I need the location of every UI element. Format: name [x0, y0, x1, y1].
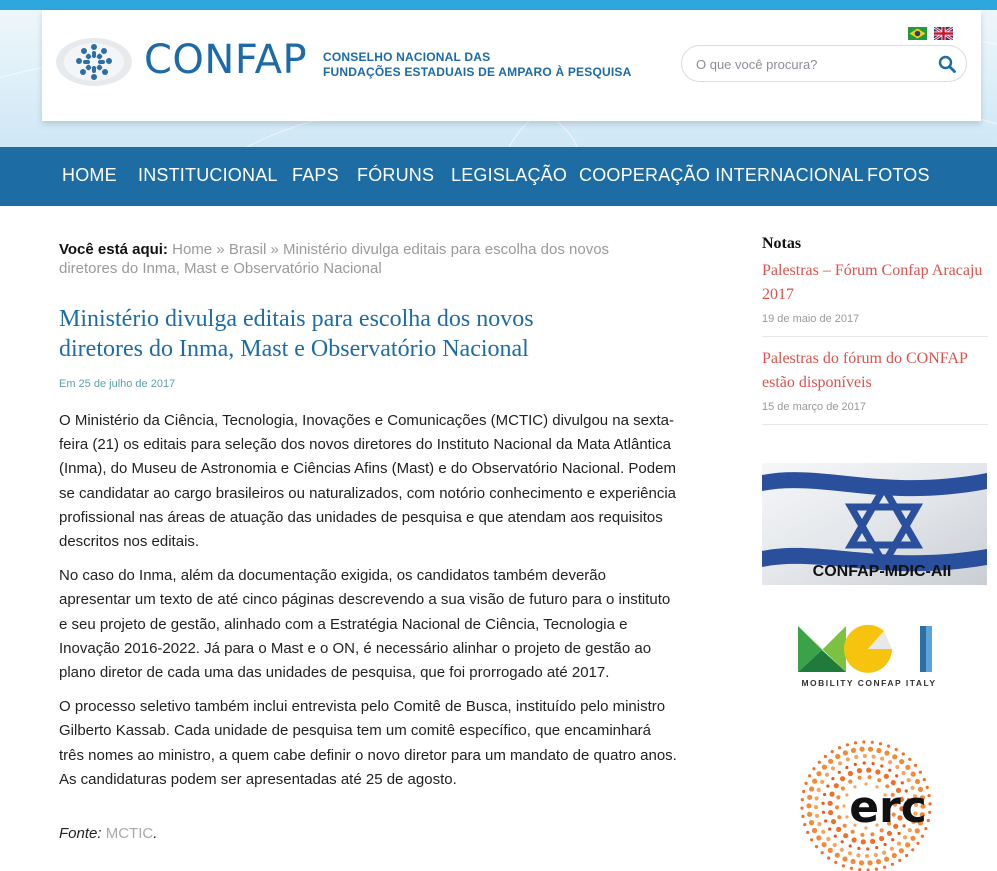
erc-dot: [829, 792, 834, 797]
erc-dot: [910, 836, 915, 841]
erc-dot: [861, 839, 866, 844]
erc-dot: [836, 795, 840, 799]
erc-dot: [800, 807, 803, 810]
erc-dot: [875, 846, 878, 849]
erc-dot: [892, 853, 897, 858]
erc-dot: [806, 803, 811, 808]
erc-dot: [927, 819, 930, 822]
erc-dot: [908, 758, 911, 761]
note-item: [762, 347, 988, 425]
erc-dot: [882, 851, 886, 855]
logo-subtitle: [323, 50, 631, 80]
breadcrumb-separator: »: [216, 241, 225, 258]
erc-dot: [802, 790, 805, 793]
erc-dot: [862, 740, 865, 743]
erc-dot: [892, 754, 897, 759]
erc-dot: [867, 860, 872, 865]
erc-dot: [807, 812, 812, 817]
breadcrumb-current: Ministério divulga editais para escolha dos novos diretores do Inma, Mast e Observatório Nacional: [59, 241, 610, 277]
logo-subtitle-line2: FUNDAÇÕES ESTADUAIS DE AMPARO À PESQUISA: [323, 65, 632, 79]
erc-dot: [843, 750, 848, 755]
erc-dot: [875, 769, 880, 774]
erc-dot: [817, 788, 821, 792]
erc-dot: [803, 823, 806, 826]
erc-dot: [883, 866, 886, 869]
erc-dot: [928, 802, 931, 805]
erc-dot: [842, 804, 845, 807]
en-flag-icon[interactable]: [934, 27, 953, 40]
erc-dot: [820, 780, 824, 784]
erc-dot: [824, 755, 827, 758]
nav-fotos[interactable]: FOTOS: [867, 165, 930, 185]
erc-dot: [822, 802, 825, 805]
erc-dot: [807, 795, 812, 800]
article-paragraph: No caso do Inma, além da documentação exigida, os candidatos também deverão apresentar um texto de até cinco páginas descrevendo a sua visão de futuro para o instituto e seu projeto de gestão, alinhado com a Estratégia Nacional de Ciência, Tecnologia e Inovação 2016-2022. Já para o Mast e o ON, é necessário alinhar o projeto de gestão ao plano diretor de cada uma das unidades de pesquisa, que foi prorrogado até 2017.: [59, 567, 671, 682]
erc-dot: [834, 861, 837, 864]
erc-dot: [911, 848, 914, 851]
banner-erc[interactable]: [800, 738, 948, 871]
erc-dot: [826, 785, 829, 788]
erc-dot: [815, 796, 819, 800]
note-item: [762, 259, 988, 337]
note-date: 19 de maio de 2017: [762, 313, 860, 325]
erc-dot: [821, 851, 824, 854]
logo-text[interactable]: CONFAP: [144, 37, 308, 83]
erc-dot: [809, 786, 814, 791]
erc-logo: [800, 738, 948, 871]
note-link[interactable]: Palestras – Fórum Confap Aracaju 2017: [762, 262, 983, 303]
erc-dot: [816, 771, 821, 776]
erc-dot: [874, 853, 878, 857]
erc-dot: [872, 755, 876, 759]
erc-dot: [841, 840, 844, 843]
nav-faps[interactable]: FAPS: [292, 165, 339, 185]
source-end: .: [153, 825, 158, 842]
erc-dot: [876, 859, 881, 864]
erc-logo-text: erc: [849, 782, 927, 833]
erc-dot: [880, 757, 884, 761]
erc-dot: [854, 741, 857, 744]
erc-dot: [817, 822, 821, 826]
erc-dot: [876, 748, 881, 753]
erc-dot: [846, 743, 849, 746]
logo-subtitle-line1: CONSELHO NACIONAL DAS: [323, 50, 491, 64]
erc-dot: [905, 765, 910, 770]
erc-dot: [928, 794, 931, 797]
erc-dot: [891, 838, 894, 841]
article-title: Ministério divulga editais para escolha dos novos diretores do Inma, Mast e Observatório Nacional: [59, 306, 534, 362]
erc-dot: [859, 860, 864, 865]
erc-dot: [888, 760, 892, 764]
erc-dot: [863, 754, 867, 758]
erc-dot: [831, 777, 834, 780]
breadcrumb-separator: »: [270, 241, 279, 258]
erc-dot: [902, 771, 906, 775]
erc-dot: [801, 798, 804, 801]
article-source: [59, 825, 157, 842]
erc-dot: [891, 863, 894, 866]
erc-dot: [848, 851, 852, 855]
erc-dot: [815, 845, 818, 848]
erc-dot: [845, 766, 848, 769]
erc-dot: [828, 801, 833, 806]
erc-dot: [831, 766, 835, 770]
erc-dot: [801, 815, 804, 818]
erc-dot: [812, 767, 815, 770]
source-label: Fonte:: [59, 825, 102, 842]
erc-dot: [879, 742, 882, 745]
erc-dot: [921, 835, 924, 838]
erc-dot: [899, 759, 904, 764]
confap-logo-icon[interactable]: [54, 36, 134, 88]
erc-dot: [858, 776, 862, 780]
erc-dot: [806, 831, 809, 834]
erc-dot: [884, 857, 889, 862]
erc-dot: [824, 819, 827, 822]
erc-dot: [866, 847, 869, 850]
erc-dot: [827, 856, 830, 859]
erc-dot: [854, 755, 858, 759]
notes-title: Notas: [762, 235, 802, 252]
erc-dot: [868, 747, 873, 752]
search-box: [681, 45, 967, 82]
nav-foruns[interactable]: FÓRUNS: [357, 165, 435, 185]
erc-dot: [835, 754, 840, 759]
breadcrumb-section[interactable]: Brasil: [228, 241, 267, 258]
erc-dot: [812, 779, 817, 784]
erc-dot: [838, 761, 842, 765]
erc-dot: [875, 868, 878, 871]
erc-dot: [854, 763, 857, 766]
erc-dot: [810, 838, 813, 841]
erc-dot: [840, 848, 844, 852]
erc-dot: [895, 774, 898, 777]
erc-dot: [856, 853, 860, 857]
erc-dot: [828, 759, 833, 764]
erc-dot: [848, 771, 853, 776]
breadcrumb-prefix: Você está aqui:: [59, 241, 168, 258]
banner-israel-text: CONFAP-MDIC-AII: [812, 563, 952, 580]
erc-dot: [841, 786, 845, 790]
erc-dot: [812, 828, 817, 833]
erc-dot: [928, 811, 931, 814]
erc-dot: [823, 793, 826, 796]
erc-dot: [868, 775, 872, 779]
erc-dot: [842, 864, 845, 867]
erc-dot: [835, 853, 840, 858]
erc-dot: [838, 746, 841, 749]
erc-dot: [916, 842, 919, 845]
erc-dot: [905, 842, 910, 847]
erc-dot: [919, 771, 922, 774]
erc-dot: [872, 762, 875, 765]
erc-dot: [884, 843, 887, 846]
erc-dot: [852, 837, 857, 842]
erc-dot: [843, 824, 847, 828]
erc-dot: [871, 741, 874, 744]
erc-dot: [843, 833, 848, 838]
breadcrumb: [59, 240, 659, 278]
erc-dot: [846, 757, 850, 761]
article-paragraph: O processo seletivo também inclui entrevista pelo Comitê de Busca, instituído pelo ministro Gilberto Kassab. Cada unidade de pesquisa tem um comitê específico, que encaminhará três nomes ao ministro, a quem cabe definir o novo diretor para um mandato de quatro anos. As candidaturas podem ser apresentadas até 25 de agosto.: [59, 698, 677, 788]
erc-dot: [833, 843, 837, 847]
erc-dot: [822, 811, 825, 814]
erc-dot: [860, 833, 864, 837]
note-link[interactable]: Palestras do fórum do CONFAP estão disponíveis: [762, 350, 968, 391]
mci-logo: [796, 622, 942, 690]
top-stripe: [0, 0, 997, 10]
erc-dot: [842, 856, 847, 861]
erc-dot: [887, 745, 890, 748]
erc-dot: [814, 805, 818, 809]
erc-dot: [903, 835, 907, 839]
erc-dot: [845, 793, 848, 796]
erc-dot: [895, 765, 899, 769]
erc-dot: [828, 848, 833, 853]
language-switcher: [908, 27, 955, 46]
erc-dot: [825, 773, 829, 777]
erc-dot: [851, 859, 856, 864]
erc-dot: [808, 774, 811, 777]
erc-dot: [837, 815, 841, 819]
article-paragraph: O Ministério da Ciência, Tecnologia, Inovações e Comunicações (MCTIC) divulgou na sexta-feira (21) os editais para seleção dos novos diretores do Instituto Nacional da Mata Atlântica (Inma), do Museu de Astronomia e Ciências Afins (Mast) e do Observatório Nacional. Podem se candidatar ao cargo brasileiros ou naturalizados, com notório conhecimento e experiência profissional nas áreas de atuação das unidades de pesquisa e que atendam aos requisitos descritos nos editais.: [59, 412, 677, 551]
erc-dot: [911, 772, 916, 777]
banner-confap-mdic-aii[interactable]: [762, 463, 987, 585]
erc-dot: [849, 844, 852, 847]
erc-dot: [890, 847, 894, 851]
erc-dot: [859, 747, 864, 752]
erc-dot: [866, 768, 871, 773]
breadcrumb-home[interactable]: Home: [172, 241, 213, 258]
pt-br-flag-icon[interactable]: [908, 27, 927, 40]
erc-dot: [851, 748, 856, 753]
note-date: 15 de março de 2017: [762, 401, 866, 413]
erc-dot: [805, 782, 808, 785]
search-input[interactable]: [696, 54, 926, 74]
erc-dot: [863, 761, 866, 764]
erc-dot: [826, 837, 830, 841]
erc-dot: [821, 830, 825, 834]
erc-dot: [828, 828, 831, 831]
search-icon[interactable]: [938, 55, 956, 73]
erc-dot: [809, 820, 814, 825]
erc-dot: [897, 842, 901, 846]
nav-home[interactable]: HOME: [62, 165, 117, 185]
erc-dot: [840, 776, 845, 781]
erc-dot: [838, 771, 841, 774]
erc-dot: [815, 814, 819, 818]
erc-dot: [831, 819, 836, 824]
erc-dot: [828, 810, 833, 815]
nav-institucional[interactable]: INSTITUCIONAL: [138, 165, 278, 185]
nav-cooperacao-internacional[interactable]: COOPERAÇÃO INTERNACIONAL: [579, 165, 864, 185]
erc-dot: [898, 859, 901, 862]
erc-dot: [831, 750, 834, 753]
banner-mobility-confap-italy[interactable]: [796, 622, 942, 690]
main-nav: [0, 147, 997, 206]
mci-logo-text: MOBILITY CONFAP ITALY: [801, 678, 937, 688]
erc-dot: [835, 805, 839, 809]
erc-dot: [902, 752, 905, 755]
article-date: Em 25 de julho de 2017: [59, 378, 176, 390]
erc-dot: [888, 769, 891, 772]
erc-dot: [899, 848, 904, 853]
article-body: [59, 409, 679, 802]
erc-dot: [818, 761, 821, 764]
source-link[interactable]: MCTIC: [105, 825, 154, 842]
nav-legislacao[interactable]: LEGISLAÇÃO: [451, 165, 568, 185]
erc-dot: [850, 867, 853, 870]
erc-dot: [884, 774, 889, 779]
erc-dot: [834, 835, 837, 838]
erc-dot: [865, 854, 869, 858]
erc-dot: [879, 836, 884, 841]
erc-dot: [884, 750, 889, 755]
erc-dot: [880, 764, 883, 767]
erc-dot: [857, 847, 860, 850]
erc-dot: [845, 815, 848, 818]
erc-dot: [822, 765, 827, 770]
erc-dot: [905, 854, 908, 857]
erc-dot: [816, 835, 821, 840]
israel-flag-image: [762, 463, 987, 585]
erc-dot: [822, 842, 827, 847]
erc-dot: [870, 839, 875, 844]
erc-dot: [895, 748, 898, 751]
erc-dot: [857, 768, 862, 773]
erc-dot: [836, 827, 841, 832]
erc-dot: [834, 783, 839, 788]
header: [42, 10, 981, 121]
erc-dot: [914, 764, 917, 767]
erc-dot: [923, 778, 926, 781]
